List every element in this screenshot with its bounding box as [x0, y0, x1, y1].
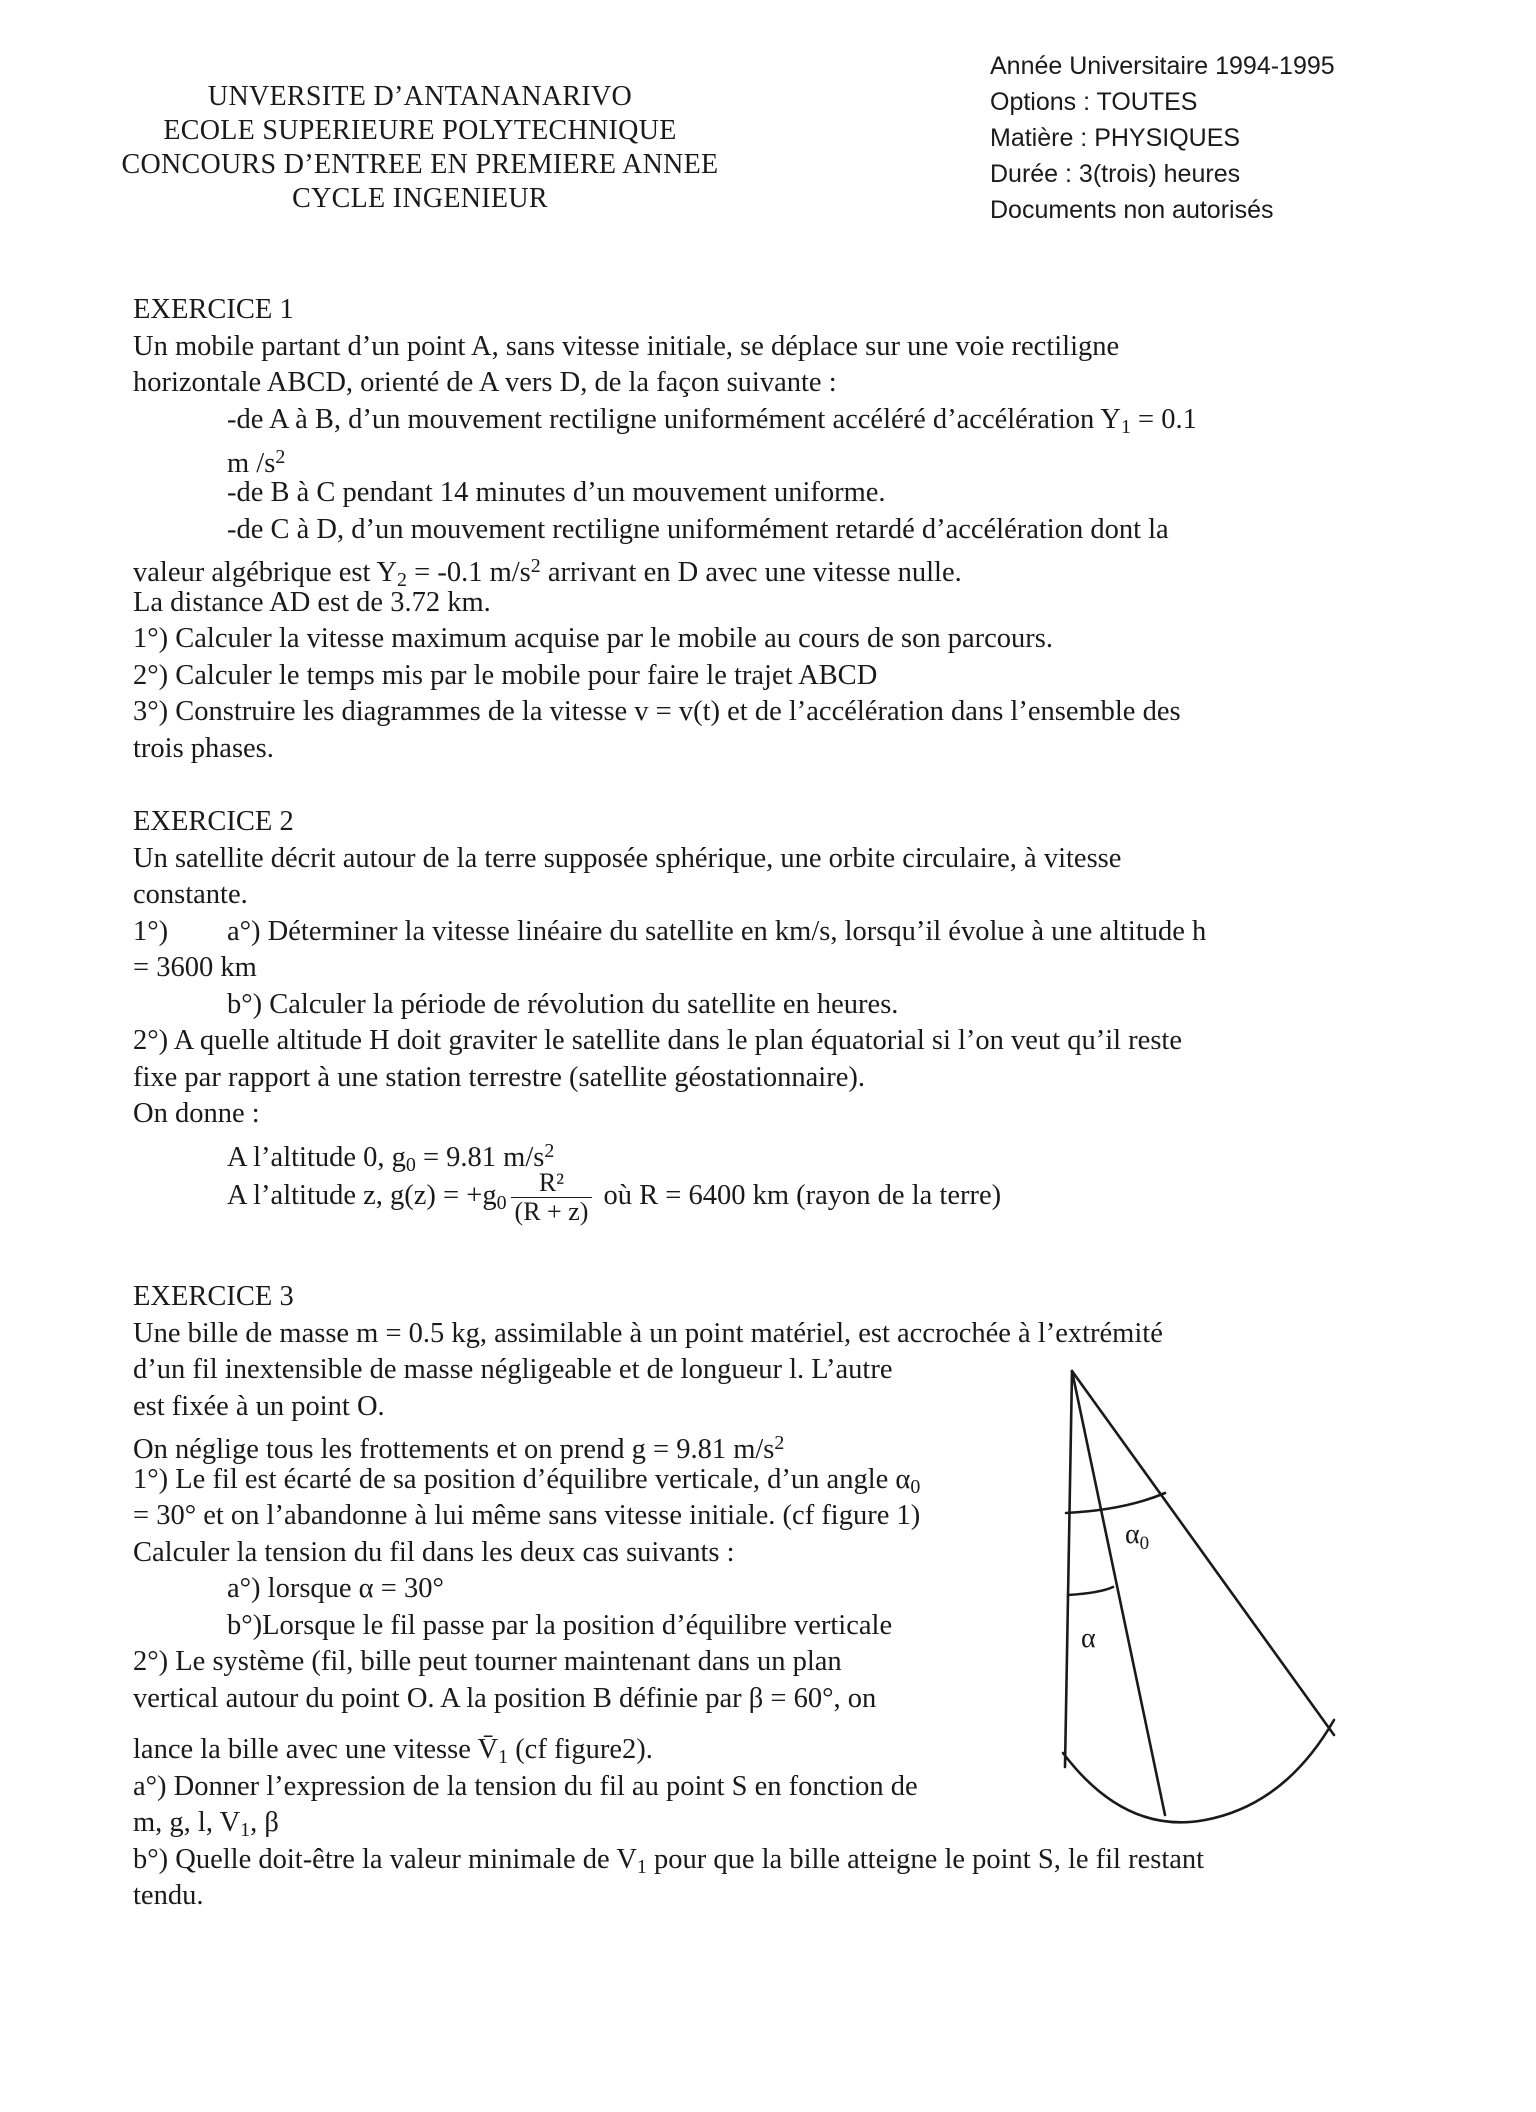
question-2: 2°) Calculer le temps mis par le mobile pour faire le trajet ABCD	[133, 660, 878, 691]
question-1b: b°)Lorsque le fil passe par la position d’équilibre verticale	[227, 1610, 893, 1641]
exercise-1-title: EXERCICE 1	[133, 294, 294, 325]
alpha-label: α	[1081, 1623, 1096, 1654]
text-line: = 3600 km	[133, 952, 257, 983]
header-line: CONCOURS D’ENTREE EN PREMIERE ANNEE	[121, 149, 719, 180]
exercise-3-title: EXERCICE 3	[133, 1281, 294, 1312]
question-1: 1°) Calculer la vitesse maximum acquise par le mobile au cours de son parcours.	[133, 623, 1053, 654]
question-number: 1°)	[133, 916, 169, 947]
institution-header	[110, 80, 730, 216]
exam-info	[990, 48, 1410, 228]
text-line: Calculer la tension du fil dans les deux cas suivants :	[133, 1537, 735, 1568]
question-3: 3°) Construire les diagrammes de la vitesse v = v(t) et de l’accélération dans l’ensemble des	[133, 696, 1181, 727]
text-line: -de C à D, d’un mouvement rectiligne uniformément retardé d’accélération dont la	[227, 514, 1169, 545]
question-1b: b°) Calculer la période de révolution du satellite en heures.	[227, 989, 899, 1020]
text-line: La distance AD est de 3.72 km.	[133, 587, 491, 618]
text-line: vertical autour du point O. A la position B définie par β = 60°, on	[133, 1683, 877, 1714]
text-line: constante.	[133, 879, 248, 910]
text-line: Un mobile partant d’un point A, sans vitesse initiale, se déplace sur une voie rectiligne	[133, 331, 1120, 362]
text-line: m, g, l, $V_1$, β	[133, 1807, 279, 1841]
given-gz-formula: A l’altitude z, $g(z) = +g_0$ $\frac{\text{R²}}{(R + z)}$ où R = 6400 km (rayon de la terre)	[227, 1167, 1002, 1226]
alpha0-label: $\alpha_0$	[1125, 1519, 1150, 1554]
text-line: On néglige tous les frottements et on prend g = 9.81 $m/s^2$	[133, 1432, 785, 1465]
question-2: 2°) A quelle altitude H doit graviter le satellite dans le plan équatorial si l’on veut qu’il reste	[133, 1025, 1182, 1056]
text-line: est fixée à un point O.	[133, 1391, 385, 1422]
question-3-cont: trois phases.	[133, 733, 274, 764]
text-line: Un satellite décrit autour de la terre supposée sphérique, une orbite circulaire, à vitesse	[133, 843, 1122, 874]
info-line: Options : TOUTES	[990, 88, 1198, 116]
question-2: 2°) Le système (fil, bille peut tourner maintenant dans un plan	[133, 1646, 842, 1677]
question-1: 1°) Le fil est écarté de sa position d’équilibre verticale, d’un angle $\alpha_0$	[133, 1464, 921, 1498]
given-g0: A l’altitude 0, $g_0 = 9.81$ $m/s^2$	[227, 1140, 555, 1176]
question-1a: a°) lorsque α = 30°	[227, 1573, 444, 1604]
angle-arc-alpha0	[1066, 1493, 1165, 1513]
text-line: lance la bille avec une vitesse $V̄_1$ (cf figure2).	[133, 1734, 653, 1768]
text-line: = 30° et on l’abandonne à lui même sans vitesse initiale. (cf figure 1)	[133, 1500, 921, 1531]
text-line: Une bille de masse m = 0.5 kg, assimilable à un point matériel, est accrochée à l’extrémité	[133, 1318, 1163, 1349]
fraction: $\frac{\text{R²}}{(R + z)}$	[511, 1169, 593, 1226]
info-line: Documents non autorisés	[990, 196, 1274, 224]
info-line: Matière : PHYSIQUES	[990, 124, 1241, 152]
text-line: -de A à B, d’un mouvement rectiligne uniformément accéléré d’accélération $Y_1 = 0.1$	[227, 404, 1197, 438]
text-line: valeur algébrique est $Y_2 = -0.1$ $m/s^2$ arrivant en D avec une vitesse nulle.	[133, 555, 962, 591]
exercise-2-title: EXERCICE 2	[133, 806, 294, 837]
info-line: Année Universitaire 1994-1995	[990, 52, 1335, 80]
header-line: UNVERSITE D’ANTANANARIVO	[207, 81, 633, 112]
info-line: Durée : 3(trois) heures	[990, 160, 1241, 188]
text-line: d’un fil inextensible de masse négligeable et de longueur l. L’autre	[133, 1354, 893, 1385]
text-line: tendu.	[133, 1880, 204, 1911]
question-2-cont: fixe par rapport à une station terrestre (satellite géostationnaire).	[133, 1062, 865, 1093]
vertical-string-line	[1065, 1371, 1072, 1767]
text-line: -de B à C pendant 14 minutes d’un mouvement uniforme.	[227, 477, 886, 508]
pendulum-arc	[1063, 1720, 1334, 1822]
question-2b: b°) Quelle doit-être la valeur minimale de $V_1$ pour que la bille atteigne le point S, le fil restant	[133, 1844, 1205, 1878]
angle-arc-alpha	[1068, 1587, 1113, 1595]
given-label: On donne :	[133, 1098, 260, 1129]
header-line: CYCLE INGENIEUR	[292, 183, 548, 214]
text-line: m $/s^2$	[227, 446, 286, 479]
header-line: ECOLE SUPERIEURE POLYTECHNIQUE	[163, 115, 677, 146]
text-line: horizontale ABCD, orienté de A vers D, de la façon suivante :	[133, 367, 837, 398]
question-2a: a°) Donner l’expression de la tension du fil au point S en fonction de	[133, 1771, 918, 1802]
pendulum-figure	[1045, 1365, 1345, 1845]
question-1a: a°) Déterminer la vitesse linéaire du satellite en km/s, lorsqu’il évolue à une altitude h	[227, 916, 1207, 947]
